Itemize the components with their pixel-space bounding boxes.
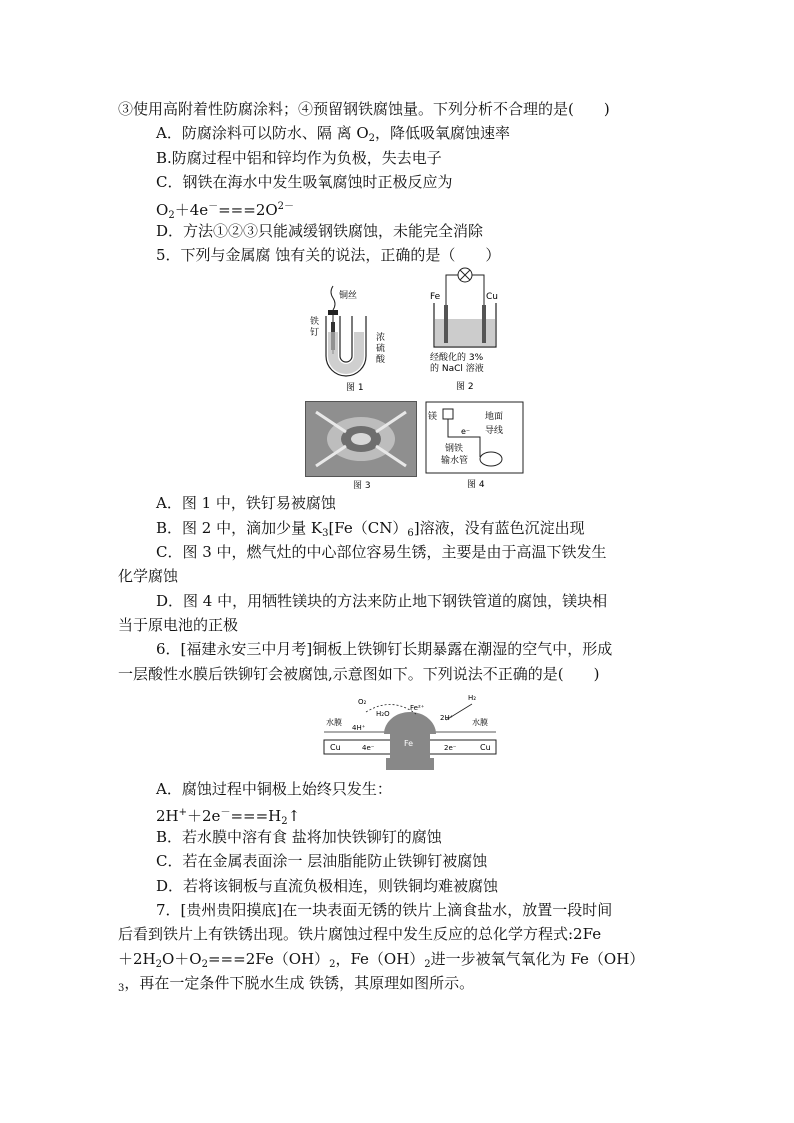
fig2-label-solution2: 的 NaCl 溶液 — [430, 364, 484, 374]
q7-line1: 7．[贵州贵阳摸底]在一块表面无锈的铁片上滴食盐水，放置一段时间 — [156, 901, 613, 919]
eq-part: ↑ — [287, 807, 301, 825]
eq-part: ===2O — [218, 201, 278, 219]
eq-sup: + — [178, 807, 188, 818]
fig1-caption: 图 1 — [346, 383, 364, 393]
fig4-caption: 图 4 — [467, 480, 485, 490]
figure-2 — [420, 263, 510, 393]
q5-option-c-line1: C．图 3 中，燃气灶的中心部位容易生锈，主要是由于高温下铁发生 — [156, 543, 607, 561]
q5-b-text: [Fe（CN） — [328, 519, 408, 537]
q5-b-text: B．图 2 中，滴加少量 K — [156, 519, 323, 537]
fig1-label-acid3: 酸 — [376, 355, 386, 365]
q4-a-post: ，降低吸氧腐蚀速率 — [375, 124, 511, 142]
q6-label-fe: Fe — [404, 739, 414, 748]
fig4-label-pipe2: 输水管 — [441, 456, 469, 466]
q6-label-cu-left: Cu — [330, 743, 341, 752]
fig4-label-pipe1: 钢铁 — [445, 444, 464, 454]
fig2-caption: 图 2 — [456, 382, 474, 392]
eq-part: ===2Fe（OH） — [207, 950, 330, 968]
eq-sub: 2 — [281, 816, 288, 827]
q6-label-water-right: 水膜 — [472, 718, 488, 727]
eq-part: 进一步被氧气氧化为 Fe（OH） — [430, 950, 645, 968]
q5-option-d-line2: 当于原电池的正极 — [118, 616, 239, 634]
q4-option-b: B.防腐过程中铝和锌均作为负极，失去电子 — [156, 149, 442, 167]
fig2-label-solution1: 经酸化的 3% — [430, 353, 484, 363]
q6-option-d: D．若将该铜板与直流负极相连，则铁铜均难被腐蚀 — [156, 877, 499, 895]
figure-1 — [300, 282, 410, 394]
q6-option-c: C．若在金属表面涂一 层油脂能防止铁铆钉被腐蚀 — [156, 852, 488, 870]
q5-stem: 5．下列与金属腐 蚀有关的说法，正确的是（ ） — [156, 246, 501, 264]
figure-3-photo — [305, 401, 417, 477]
q4-option-a — [156, 123, 510, 149]
q7-line4 — [118, 973, 474, 999]
eq-sup: 2－ — [277, 201, 295, 212]
eq-part: ===H — [230, 807, 282, 825]
eq-sub: 3 — [118, 983, 125, 994]
fig2-label-cu: Cu — [486, 292, 498, 302]
q6-rivet-diagram — [322, 690, 498, 772]
q6-stem-line1: 6．[福建永安三中月考]铜板上铁铆钉长期暴露在潮湿的空气中，形成 — [156, 640, 613, 658]
q7-line2: 后看到铁片上有铁锈出现。铁片腐蚀过程中发生反应的总化学方程式:2Fe — [118, 925, 602, 943]
q7-line4-text: ，再在一定条件下脱水生成 铁锈，其原理如图所示。 — [124, 974, 475, 992]
eq-sub: 2 — [155, 959, 162, 970]
q6-label-4h: 4H⁺ — [352, 724, 366, 732]
q6-label-2e: 2e⁻ — [444, 744, 457, 752]
q5-option-c-line2: 化学腐蚀 — [118, 567, 179, 585]
q5-option-a: A．图 1 中，铁钉易被腐蚀 — [156, 494, 336, 512]
fig1-label-nail2: 钉 — [310, 328, 320, 338]
stove-image — [306, 402, 416, 476]
q6-option-b: B．若水膜中溶有食 盐将加快铁铆钉的腐蚀 — [156, 828, 442, 846]
eq-sub: 2 — [424, 959, 431, 970]
eq-part: O — [156, 201, 169, 219]
eq-sup: － — [208, 201, 219, 212]
q4-option-c: C．钢铁在海水中发生吸氧腐蚀时正极反应为 — [156, 173, 453, 191]
fig2-label-fe: Fe — [430, 292, 441, 302]
eq-sub: 2 — [201, 959, 208, 970]
figure-4 — [425, 401, 525, 491]
q5-option-b — [156, 518, 585, 544]
q7-line3 — [118, 949, 644, 975]
fig1-label-nail1: 铁 — [310, 317, 320, 327]
eq-sub: 2 — [168, 210, 175, 221]
fig4-label-ground: 地面 — [485, 412, 504, 422]
fig1-label-acid2: 硫 — [376, 344, 386, 354]
eq-part: ＋2e — [187, 807, 221, 825]
q5-option-d-line1: D．图 4 中，用牺牲镁块的方法来防止地下钢铁管道的腐蚀，镁块相 — [156, 592, 608, 610]
q6-label-water-left: 水膜 — [326, 718, 342, 727]
fig1-label-acid1: 浓 — [376, 333, 386, 343]
q6-label-fe2: Fe²⁺ — [410, 704, 425, 712]
q6-label-2h: 2H⁺ — [440, 714, 454, 722]
eq-part: ＋2H — [118, 950, 156, 968]
eq-part: ，Fe（OH） — [335, 950, 425, 968]
q5-b-sub: 6 — [407, 528, 414, 539]
fig3-caption: 图 3 — [353, 481, 371, 491]
fig1-label-wire: 铜丝 — [339, 291, 358, 301]
fig4-label-wire: 导线 — [485, 426, 504, 436]
q6-label-h2: H₂ — [468, 694, 477, 702]
q5-b-text: ]溶液，没有蓝色沉淀出现 — [413, 519, 585, 537]
q4-option-d: D．方法①②③只能减缓钢铁腐蚀，未能完全消除 — [156, 222, 484, 240]
q4-stem: ③使用高附着性防腐涂料；④预留钢铁腐蚀量。下列分析不合理的是( ) — [118, 100, 610, 118]
fig4-label-mg: 镁 — [428, 412, 438, 422]
q6-stem-line2: 一层酸性水膜后铁铆钉会被腐蚀,示意图如下。下列说法不正确的是( ) — [118, 665, 600, 683]
q4-a-sub: 2 — [368, 133, 376, 144]
eq-part: 2H — [156, 807, 179, 825]
eq-part: O＋O — [162, 950, 202, 968]
eq-sub: 2 — [329, 959, 336, 970]
eq-part: ＋4e — [174, 201, 209, 219]
q5-b-sub: 3 — [322, 528, 329, 539]
q6-option-a: A．腐蚀过程中铜极上始终只发生： — [156, 780, 392, 798]
q6-label-4e: 4e⁻ — [362, 744, 375, 752]
q4-a-text: A．防腐涂料可以防水、隔 离 O — [156, 124, 369, 142]
eq-sup: － — [220, 807, 231, 818]
fig4-label-electron: e⁻ — [461, 427, 471, 436]
q6-label-cu-right: Cu — [480, 743, 491, 752]
q6-label-o2: O₂ — [358, 698, 367, 706]
q6-label-h2o: H₂O — [376, 710, 390, 718]
